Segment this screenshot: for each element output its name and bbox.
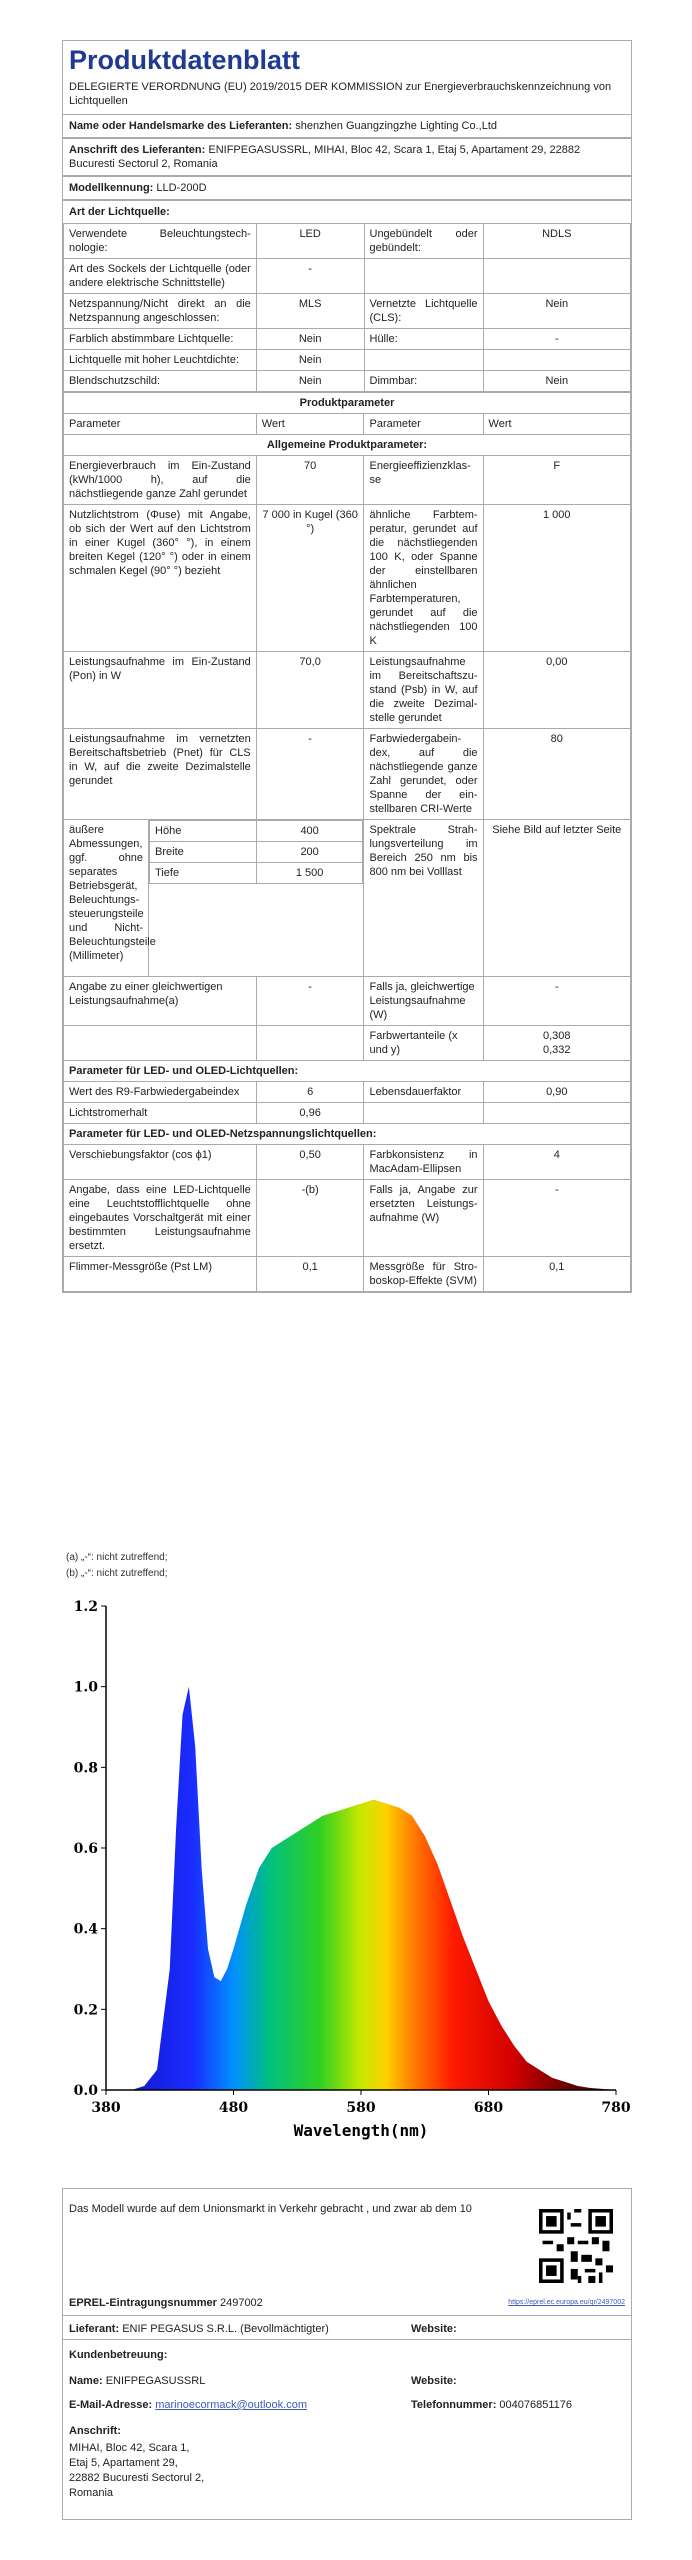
- light-source-row: [64, 259, 631, 294]
- equivalent-power-w-label: Falls ja, gleichwertige Leistungsaufnahme (W): [364, 977, 483, 1026]
- lieferant-label: Lieferant:: [69, 2323, 120, 2335]
- service-address-label: Anschrift:: [69, 2425, 121, 2437]
- light-source-table: [63, 223, 631, 392]
- col-header-value: Wert: [256, 414, 364, 435]
- spectral-label: Spektrale Strahlungsverteilung im Bereich 250 nm bis 800 nm bei Volllast: [364, 820, 483, 977]
- ls-param-value: MLS: [256, 294, 364, 329]
- ls-param-value-2: Nein: [483, 294, 630, 329]
- mains-param-label-2: Messgröße für Stroboskop-Effekte (SVM): [364, 1257, 483, 1292]
- email-row: [69, 2399, 307, 2411]
- product-datasheet: [62, 40, 632, 1293]
- x-tick-label: 380: [91, 2100, 121, 2116]
- dimension-name: Breite: [150, 842, 257, 863]
- led-parameters-title: Parameter für LED- und OLED-Lichtquellen:: [64, 1061, 631, 1082]
- dimension-value: 1 500: [256, 863, 363, 884]
- param-label: Leistungsaufnahme im vernetzten Bereitschaftsbetrieb (Pnet) für CLS in W, auf die zweite Dezimalstelle gerundet: [64, 729, 257, 820]
- service-name-row: [69, 2375, 205, 2387]
- ls-param-value-2: NDLS: [483, 224, 630, 259]
- market-text: Das Modell wurde auf dem Unionsmarkt in Verkehr gebracht , und zwar ab dem 10: [69, 2203, 472, 2215]
- footnote-a: (a) „-“: nicht zutreffend;: [66, 1552, 168, 1563]
- col-header-parameter: Parameter: [64, 414, 257, 435]
- mains-param-value: 0,50: [256, 1145, 364, 1180]
- spectrum-area: [106, 1687, 616, 2090]
- param-label-2: Energieeffizienzklasse: [364, 456, 483, 505]
- supplier-address-value: ENIFPEGASUSSRL, MIHAI, Bloc 42, Scara 1, Etaj 5, Apartament 29, 22882 Bucuresti Sectorul 2, Romania: [69, 144, 581, 170]
- mains-param-value: -(b): [256, 1180, 364, 1257]
- eprel-label: EPREL-Eintragungsnummer: [69, 2297, 217, 2309]
- dimensions-label: äußere Abmessungen, ggf. ohne separates Betriebsgerät, Beleuchtungssteuerungsteile und Nicht-Beleuchtungsteile (Millimeter): [64, 820, 149, 977]
- param-value-2: F: [483, 456, 630, 505]
- page-title: Produktdatenblatt: [69, 45, 301, 75]
- mains-param-label-2: Falls ja, Angabe zur ersetzten Leistungsaufnahme (W): [364, 1180, 483, 1257]
- ls-param-value: Nein: [256, 371, 364, 392]
- general-param-row: [64, 456, 631, 505]
- y-tick-label: 0.2: [73, 2002, 98, 2019]
- light-source-row: [64, 224, 631, 259]
- general-param-row: [64, 729, 631, 820]
- service-website-label: Website:: [411, 2375, 457, 2387]
- customer-service-label: Kundenbetreuung:: [69, 2349, 168, 2361]
- dimension-value: 400: [256, 821, 363, 842]
- mains-parameters-title: Parameter für LED- und OLED-Netzspannungslichtquellen:: [64, 1124, 631, 1145]
- supplier-address-label: Anschrift des Lieferanten:: [69, 144, 206, 156]
- phone-label: Telefonnummer:: [411, 2399, 497, 2411]
- supplier-name-value: shenzhen Guangzingzhe Lighting Co.,Ltd: [295, 120, 498, 132]
- service-name-value: ENIFPEGASUSSRL: [105, 2375, 206, 2387]
- website-label: Website:: [411, 2323, 457, 2335]
- supplier-address-row: [63, 137, 631, 175]
- mains-param-row: [64, 1145, 631, 1180]
- y-tick-label: 1.0: [73, 1679, 98, 1696]
- lifetime-value: 0,90: [483, 1082, 630, 1103]
- r9-label: Wert des R9-Farbwiedergabeindex: [64, 1082, 257, 1103]
- param-value: 70: [256, 456, 364, 505]
- x-tick-label: 580: [346, 2100, 376, 2116]
- ls-param-label: Blendschutzschild:: [64, 371, 257, 392]
- general-param-row: [64, 652, 631, 729]
- y-tick-label: 0.4: [73, 1921, 98, 1938]
- dimension-row: [150, 821, 363, 842]
- service-name-label: Name:: [69, 2375, 103, 2387]
- qr-code-icon[interactable]: [539, 2209, 613, 2283]
- equivalent-power-label: Angabe zu einer gleichwertigen Leistungsaufnahme(a): [64, 977, 257, 1026]
- regulation-subtitle: DELEGIERTE VERORDNUNG (EU) 2019/2015 DER KOMMISSION zur Energieverbrauchskennzeichnung von Lichtquellen: [69, 81, 612, 107]
- ls-param-value: -: [256, 259, 364, 294]
- model-value: LLD-200D: [156, 182, 207, 194]
- ls-param-label: Verwendete Beleuchtungstechnologie:: [64, 224, 257, 259]
- ls-param-label: Lichtquelle mit hoher Leuchtdichte:: [64, 350, 257, 371]
- address-line: MIHAI, Bloc 42, Scara 1,: [69, 2442, 190, 2454]
- param-label-2: Farbwiedergabeindex, auf die nächstliegende ganze Zahl gerundet, oder Spanne der einstellbaren CRI-Werte: [364, 729, 483, 820]
- dimension-value: 200: [256, 842, 363, 863]
- lumen-maintenance-label: Lichtstromerhalt: [64, 1103, 257, 1124]
- eprel-link[interactable]: https://eprel.ec.europa.eu/qr/2497002: [508, 2299, 625, 2306]
- param-label: Energieverbrauch im Ein-Zustand (kWh/1000 h), auf die nächstliegende ganze Zahl gerundet: [64, 456, 257, 505]
- ls-param-label-2: [364, 259, 483, 294]
- ls-param-label-2: [364, 350, 483, 371]
- dimension-row: [150, 863, 363, 884]
- x-tick-label: 680: [473, 2100, 504, 2116]
- product-parameters-title: Produktparameter: [64, 393, 631, 414]
- mains-param-label: Verschiebungsfaktor (cos ϕ1): [64, 1145, 257, 1180]
- supplier-name-row: [63, 114, 631, 137]
- supplier-name-label: Name oder Handelsmarke des Lieferanten:: [69, 120, 293, 132]
- phone-value: 004076851176: [499, 2399, 573, 2411]
- lieferant-row: [69, 2323, 329, 2335]
- col-header-parameter-2: Parameter: [364, 414, 483, 435]
- light-source-row: [64, 329, 631, 350]
- service-address: [69, 2441, 204, 2501]
- ls-param-label-2: Dimmbar:: [364, 371, 483, 392]
- y-tick-label: 0.8: [73, 1760, 98, 1777]
- ls-param-value: Nein: [256, 350, 364, 371]
- spectrum-chart-svg: [60, 1590, 630, 2160]
- general-param-row: [64, 505, 631, 652]
- ls-param-value-2: -: [483, 329, 630, 350]
- mains-param-row: [64, 1180, 631, 1257]
- eprel-row: [69, 2297, 263, 2309]
- ls-param-label: Art des Sockels der Lichtquelle (oder andere elektrische Schnittstelle): [64, 259, 257, 294]
- param-value-2: 0,00: [483, 652, 630, 729]
- param-value: 7 000 in Kugel (360 °): [256, 505, 364, 652]
- param-value-2: 1 000: [483, 505, 630, 652]
- dimension-row: [150, 842, 363, 863]
- x-axis-label: Wavelength(nm): [293, 2121, 429, 2140]
- param-label-2: Leistungsaufnahme im Bereitschaftszustand (Psb) in W, auf die zweite Dezimalstelle gerundet: [364, 652, 483, 729]
- light-source-row: [64, 371, 631, 392]
- x-tick-label: 480: [218, 2100, 249, 2116]
- chromaticity-value: [483, 1026, 630, 1061]
- mains-param-value: 0,1: [256, 1257, 364, 1292]
- y-tick-label: 0.6: [73, 1841, 98, 1857]
- address-line: 22882 Bucuresti Sectorul 2,: [69, 2472, 205, 2484]
- col-header-value-2: Wert: [483, 414, 630, 435]
- spectral-value: Siehe Bild auf letzter Seite: [483, 820, 630, 977]
- product-parameters-table: [63, 392, 631, 1292]
- chromaticity-label: Farbwertanteile (x und y): [364, 1026, 483, 1061]
- lieferant-value: ENIF PEGASUS S.R.L. (Bevollmächtigter): [122, 2323, 329, 2335]
- footnote-b: (b) „-“: nicht zutreffend;: [66, 1568, 168, 1579]
- mains-param-value-2: -: [483, 1180, 630, 1257]
- mains-param-value-2: 0,1: [483, 1257, 630, 1292]
- light-source-row: [64, 294, 631, 329]
- ls-param-label-2: Ungebündelt oder gebündelt:: [364, 224, 483, 259]
- ls-param-value: LED: [256, 224, 364, 259]
- x-tick-label: 780: [601, 2100, 630, 2116]
- ls-param-value: Nein: [256, 329, 364, 350]
- ls-param-label: Farblich abstimmbare Lichtquelle:: [64, 329, 257, 350]
- param-value-2: 80: [483, 729, 630, 820]
- chromaticity-x: 0,308: [543, 1030, 571, 1042]
- param-value: -: [256, 729, 364, 820]
- address-line: Romania: [69, 2487, 114, 2499]
- phone-row: [411, 2399, 572, 2411]
- ls-param-label-2: Hülle:: [364, 329, 483, 350]
- equivalent-power-w-value: -: [483, 977, 630, 1026]
- lumen-maintenance-value: 0,96: [256, 1103, 364, 1124]
- general-parameters-title: Allgemeine Produktparameter:: [64, 435, 631, 456]
- dimension-name: Tiefe: [150, 863, 257, 884]
- spectrum-chart: [60, 1590, 630, 2160]
- model-row: [63, 175, 631, 199]
- ls-param-value-2: [483, 259, 630, 294]
- ls-param-value-2: [483, 350, 630, 371]
- eprel-value: 2497002: [219, 2297, 263, 2309]
- mains-param-label: Flimmer-Messgröße (Pst LM): [64, 1257, 257, 1292]
- param-value: 70,0: [256, 652, 364, 729]
- param-label: Nutzlichtstrom (Φuse) mit Angabe, ob sich der Wert auf den Lichtstrom in einer Kugel (360° °), in einem breiten Kegel (120° °) oder in einem schmalen Kegel (90° °) bezieht: [64, 505, 257, 652]
- ls-param-label-2: Vernetzte Lichtquelle (CLS):: [364, 294, 483, 329]
- email-link[interactable]: marinoecormack@outlook.com: [155, 2399, 307, 2411]
- r9-value: 6: [256, 1082, 364, 1103]
- info-box: [62, 2188, 632, 2520]
- email-label: E-Mail-Adresse:: [69, 2399, 153, 2411]
- light-source-row: [64, 350, 631, 371]
- y-tick-label: 1.2: [73, 1599, 98, 1615]
- ls-param-value-2: Nein: [483, 371, 630, 392]
- equivalent-power-value: -: [256, 977, 364, 1026]
- chromaticity-y: 0,332: [543, 1044, 571, 1056]
- mains-param-row: [64, 1257, 631, 1292]
- model-label: Modellkennung:: [69, 182, 154, 194]
- lifetime-label: Lebensdauerfaktor: [364, 1082, 483, 1103]
- param-label: Leistungsaufnahme im Ein-Zustand (Pon) in W: [64, 652, 257, 729]
- address-line: Etaj 5, Apartament 29,: [69, 2457, 178, 2469]
- y-tick-label: 0.0: [73, 2083, 98, 2099]
- param-label-2: ähnliche Farbtemperatur, gerundet auf die nächstliegenden 100 K, oder Spanne der einstellbaren ähnlichen Farbtemperaturen, gerundet auf die nächstliegenden 100 K: [364, 505, 483, 652]
- mains-param-label-2: Farbkonsistenz in MacAdam-Ellipsen: [364, 1145, 483, 1180]
- dimension-name: Höhe: [150, 821, 257, 842]
- ls-param-label: Netzspannung/Nicht direkt an die Netzspannung angeschlossen:: [64, 294, 257, 329]
- dimensions-table: [149, 820, 363, 884]
- light-source-type-label: Art der Lichtquelle:: [63, 199, 631, 223]
- mains-param-label: Angabe, dass eine LED-Lichtquelle eine Leuchtstofflichtquelle ohne eingebautes Vorschaltgerät mit einer bestimmten Leistungsaufnahme ersetzt.: [64, 1180, 257, 1257]
- mains-param-value-2: 4: [483, 1145, 630, 1180]
